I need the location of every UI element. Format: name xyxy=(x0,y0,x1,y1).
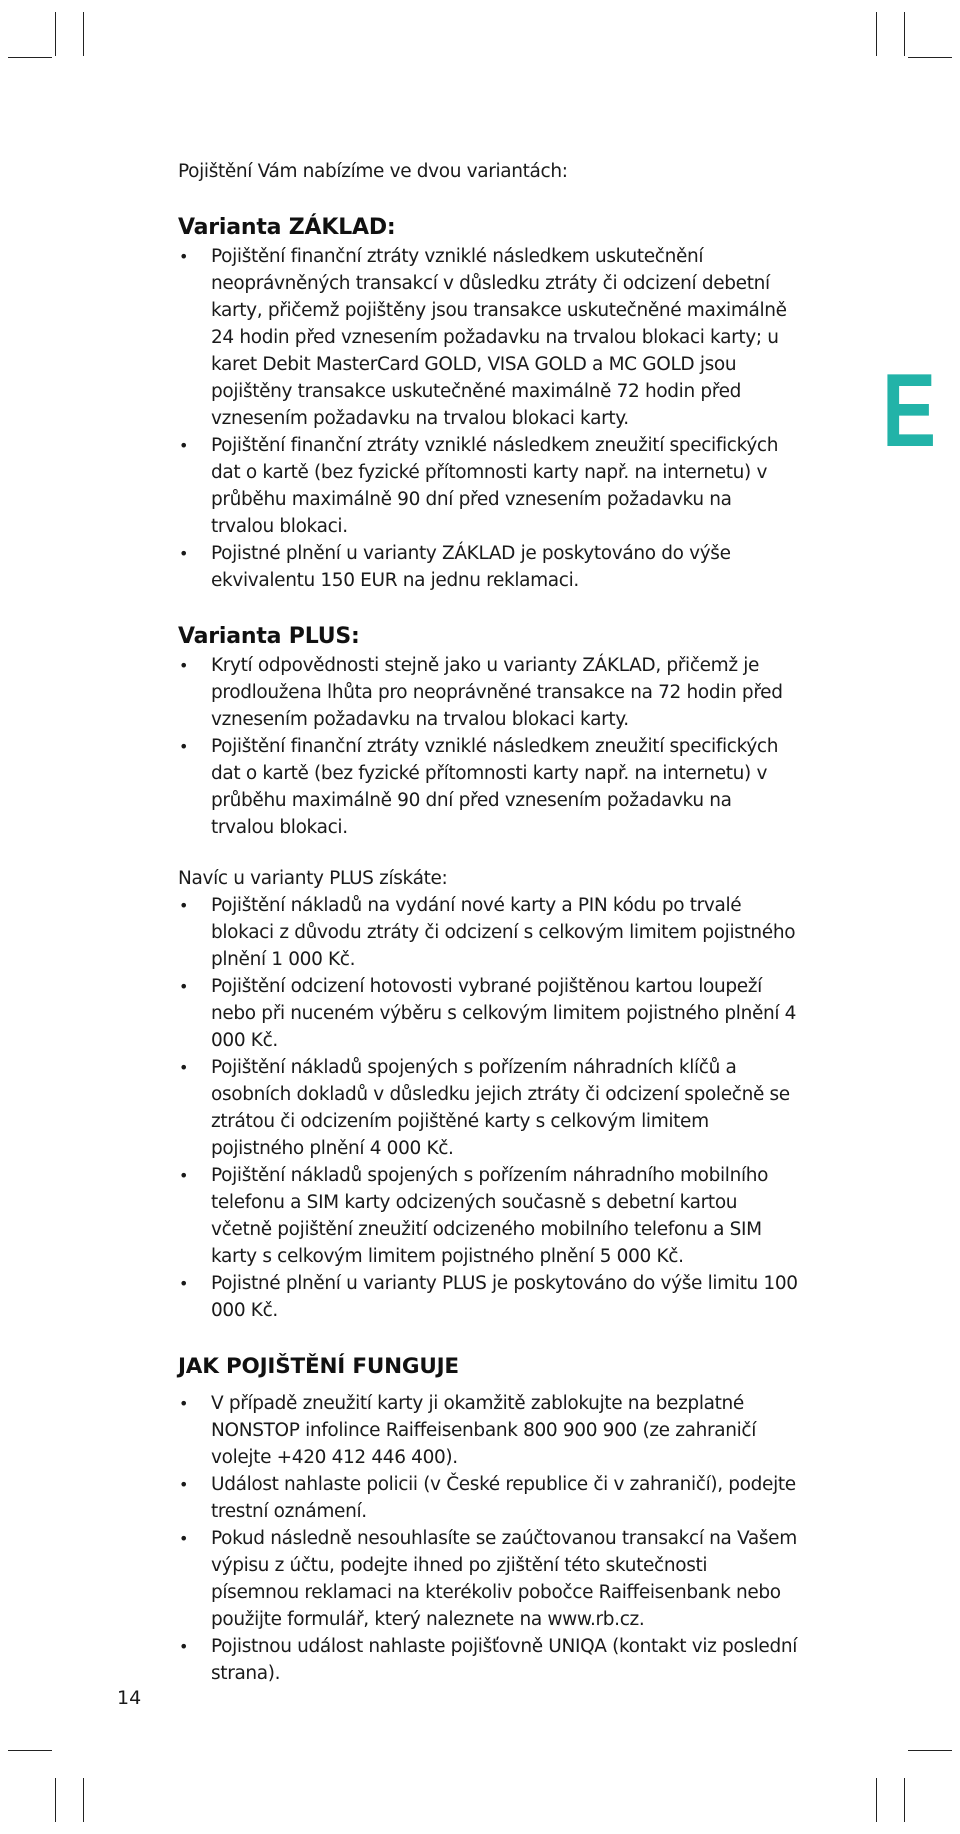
crop-mark xyxy=(876,12,877,56)
crop-mark xyxy=(908,1750,952,1751)
plus-extra-intro: Navíc u varianty PLUS získáte: xyxy=(178,868,448,889)
crop-mark xyxy=(876,1778,877,1822)
list-item: • V případě zneužití karty ji okamžitě zablokujte na bezplatné NONSTOP infolince Raiffeisenbank 800 900 900 (ze zahraničí volejte +420 412 446 400). xyxy=(178,1390,798,1471)
variant-basic-heading: Varianta ZÁKLAD: xyxy=(178,215,396,240)
list-item: • Krytí odpovědnosti stejně jako u varianty ZÁKLAD, přičemž je prodloužena lhůta pro neoprávněné transakce na 72 hodin před vznesením požadavku na trvalou blokaci karty. xyxy=(178,652,798,733)
crop-mark xyxy=(8,1750,52,1751)
list-item: • Pojištění finanční ztráty vzniklé následkem zneužití specifických dat o kartě (bez fyzické přítomnosti karty např. na internetu) v průběhu maximálně 90 dní před vznesením požadavku na trvalou blokaci. xyxy=(178,733,798,841)
section-letter-tab: E xyxy=(882,353,937,469)
crop-mark xyxy=(908,57,952,58)
crop-mark xyxy=(55,12,56,56)
crop-mark xyxy=(83,12,84,56)
list-item: • Pojištění odcizení hotovosti vybrané pojištěnou kartou loupeží nebo při nuceném výběru s celkovým limitem pojistného plnění 4 000 Kč. xyxy=(178,973,798,1054)
list-item: • Pojistné plnění u varianty ZÁKLAD je poskytováno do výše ekvivalentu 150 EUR na jednu reklamaci. xyxy=(178,540,798,594)
list-item: • Pojistné plnění u varianty PLUS je poskytováno do výše limitu 100 000 Kč. xyxy=(178,1270,798,1324)
crop-mark xyxy=(8,57,52,58)
page-content xyxy=(178,158,798,1687)
how-it-works-list xyxy=(178,1390,798,1687)
crop-mark xyxy=(904,1778,905,1822)
list-item: • Pojištění finanční ztráty vzniklé následkem uskutečnění neoprávněných transakcí v důsledku ztráty či odcizení debetní karty, přičemž pojištěny jsou transakce uskutečněné maximálně 24 hodin před vznesením požadavku na trvalou blokaci karty; u karet Debit MasterCard GOLD, VISA GOLD a MC GOLD jsou pojištěny transakce uskutečněné maximálně 72 hodin před vznesením požadavku na trvalou blokaci karty. xyxy=(178,243,798,432)
list-item: • Pokud následně nesouhlasíte se zaúčtovanou transakcí na Vašem výpisu z účtu, podejte ihned po zjištění této skutečnosti písemnou reklamaci na kterékoliv pobočce Raiffeisenbank nebo použijte formulář, který naleznete na www.rb.cz. xyxy=(178,1525,798,1633)
list-item: • Pojištění nákladů spojených s pořízením náhradního mobilního telefonu a SIM karty odcizených současně s debetní kartou včetně pojištění zneužití odcizeného mobilního telefonu a SIM karty s celkovým limitem pojistného plnění 5 000 Kč. xyxy=(178,1162,798,1270)
list-item: • Pojištění nákladů spojených s pořízením náhradních klíčů a osobních dokladů v důsledku jejich ztráty či odcizení společně se ztrátou či odcizením pojištěné karty s celkovým limitem pojistného plnění 4 000 Kč. xyxy=(178,1054,798,1162)
variant-plus-heading: Varianta PLUS: xyxy=(178,624,360,649)
list-item: • Pojištění nákladů na vydání nové karty a PIN kódu po trvalé blokaci z důvodu ztráty či odcizení s celkovým limitem pojistného plnění 1 000 Kč. xyxy=(178,892,798,973)
variant-basic-list xyxy=(178,243,798,594)
crop-mark xyxy=(55,1778,56,1822)
list-item: • Pojištění finanční ztráty vzniklé následkem zneužití specifických dat o kartě (bez fyzické přítomnosti karty např. na internetu) v průběhu maximálně 90 dní před vznesením požadavku na trvalou blokaci. xyxy=(178,432,798,540)
list-item: • Pojistnou událost nahlaste pojišťovně UNIQA (kontakt viz poslední strana). xyxy=(178,1633,798,1687)
page-number: 14 xyxy=(117,1687,142,1709)
how-it-works-heading: JAK POJIŠTĚNÍ FUNGUJE xyxy=(178,1354,459,1379)
crop-mark xyxy=(83,1778,84,1822)
variant-plus-list xyxy=(178,652,798,841)
list-item: • Událost nahlaste policii (v České republice či v zahraničí), podejte trestní oznámení. xyxy=(178,1471,798,1525)
intro-text: Pojištění Vám nabízíme ve dvou variantách: xyxy=(178,161,568,182)
plus-extra-list xyxy=(178,892,798,1324)
crop-mark xyxy=(904,12,905,56)
